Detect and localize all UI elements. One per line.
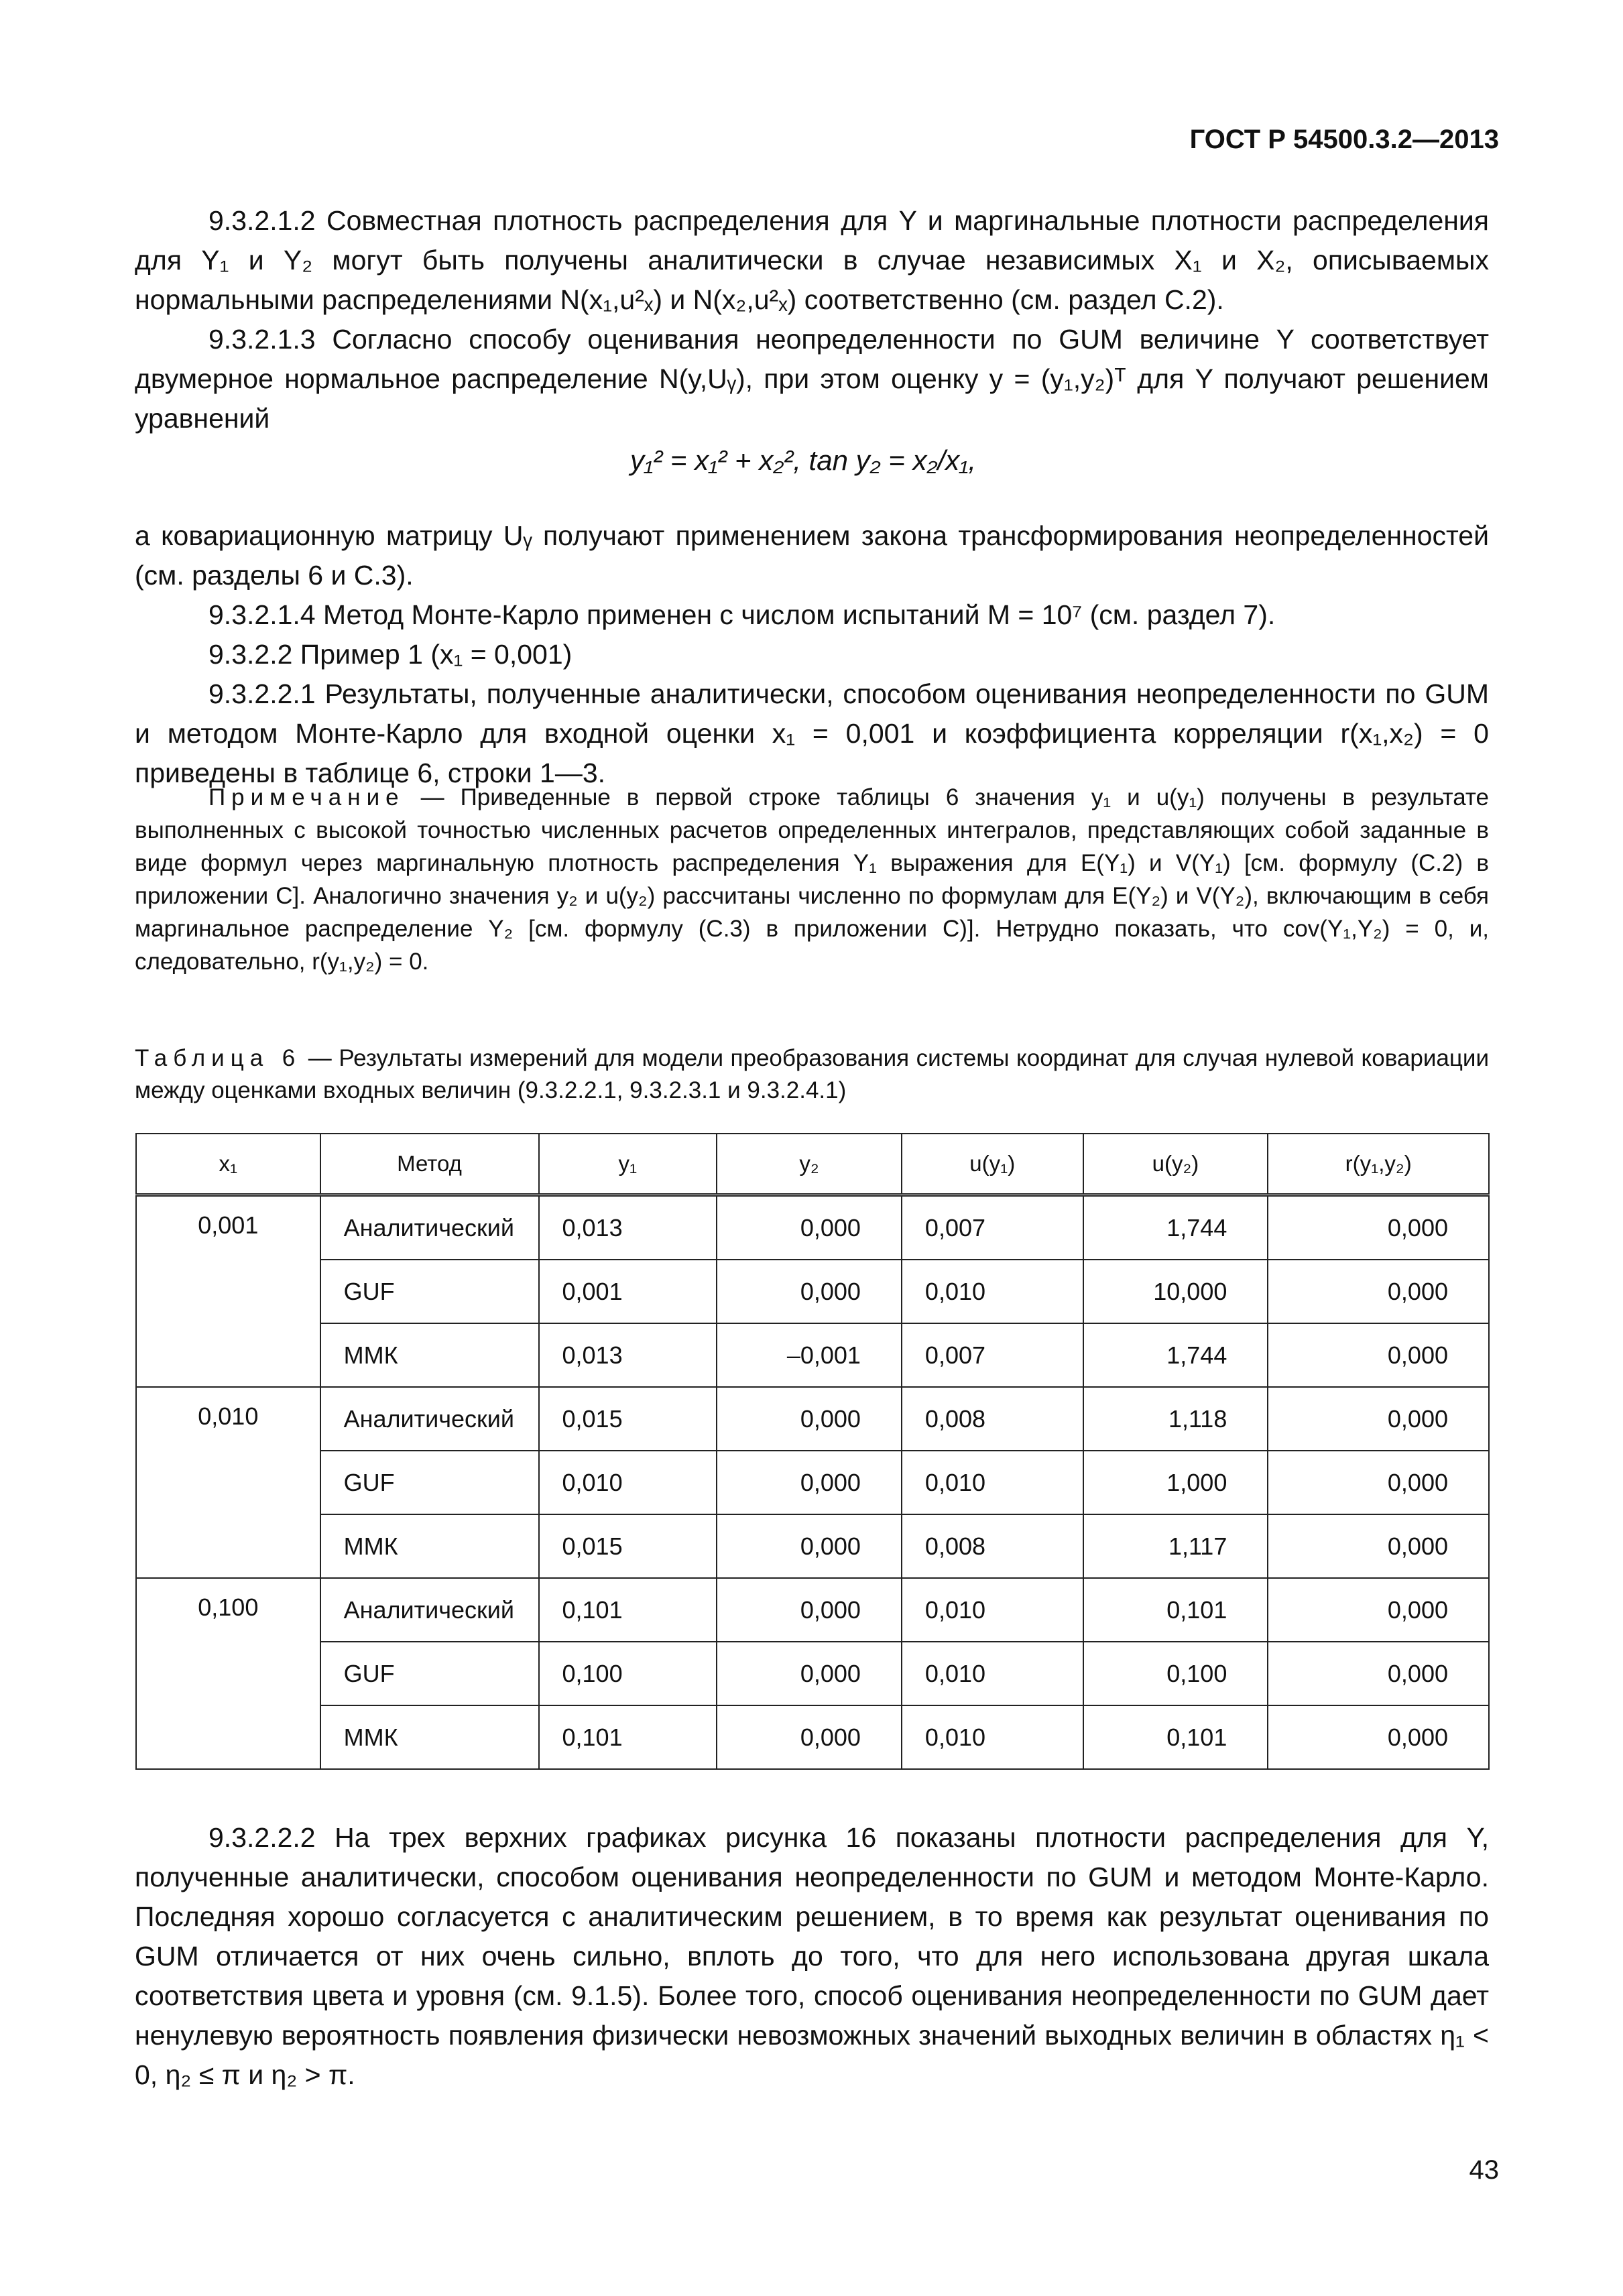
table-row <box>136 1260 1489 1323</box>
table-row <box>136 1705 1489 1769</box>
r-cell: 0,000 <box>1268 1578 1489 1642</box>
r-cell: 0,000 <box>1268 1514 1489 1578</box>
u-y1-cell: 0,007 <box>902 1323 1083 1387</box>
equation: y₁² = x₁² + x₂², tan y₂ = x₂/x₁, <box>630 444 977 476</box>
table-row <box>136 1195 1489 1260</box>
r-cell: 0,000 <box>1268 1195 1489 1260</box>
y1-cell: 0,013 <box>539 1195 717 1260</box>
r-cell: 0,000 <box>1268 1705 1489 1769</box>
x1-cell: 0,100 <box>136 1578 320 1769</box>
y2-cell: 0,000 <box>717 1387 902 1451</box>
table-row <box>136 1642 1489 1705</box>
method-cell: Аналитический <box>320 1387 539 1451</box>
u-y2-cell: 0,101 <box>1083 1705 1268 1769</box>
u-y1-cell: 0,008 <box>902 1514 1083 1578</box>
header-method: Метод <box>320 1134 539 1195</box>
y1-cell: 0,010 <box>539 1451 717 1514</box>
bottom-paragraph-block <box>135 1818 1489 2095</box>
method-cell: ММК <box>320 1514 539 1578</box>
u-y1-cell: 0,007 <box>902 1195 1083 1260</box>
u-y1-cell: 0,010 <box>902 1642 1083 1705</box>
y2-cell: 0,000 <box>717 1260 902 1323</box>
y1-cell: 0,015 <box>539 1514 717 1578</box>
method-cell: GUF <box>320 1642 539 1705</box>
table-caption-text: — Результаты измерений для модели преобразования системы координат для случая нулевой ковариации между оценками входных величин (9.3.2.2.1, 9.3.2.3.1 и 9.3.2.4.1) <box>135 1045 1489 1103</box>
header-x1: x₁ <box>136 1134 320 1195</box>
header-y1: y₁ <box>539 1134 717 1195</box>
method-cell: GUF <box>320 1451 539 1514</box>
u-y2-cell: 1,744 <box>1083 1323 1268 1387</box>
u-y1-cell: 0,010 <box>902 1705 1083 1769</box>
y2-cell: –0,001 <box>717 1323 902 1387</box>
y1-cell: 0,101 <box>539 1705 717 1769</box>
middle-paragraphs <box>135 516 1489 793</box>
note-label: Примечание <box>208 784 405 810</box>
y1-cell: 0,001 <box>539 1260 717 1323</box>
top-paragraphs <box>135 201 1489 438</box>
r-cell: 0,000 <box>1268 1642 1489 1705</box>
table-caption <box>135 1042 1489 1107</box>
method-cell: GUF <box>320 1260 539 1323</box>
paragraph-9-3-2-2-2: 9.3.2.2.2 На трех верхних графиках рисунка 16 показаны плотности распределения для Y, полученные аналитически, способом оценивания неопределенности по GUM и методом Монте-Карло. Последняя хорошо согласуется с аналитическим решением, в то время как результат оценивания по GUM отличается от них очень сильно, вплоть до того, что для него использована другая шкала соответствия цвета и уровня (см. 9.1.5). Более того, способ оценивания неопределенности по GUM дает ненулевую вероятность появления физически невозможных значений выходных величин в областях η₁ < 0, η₂ ≤ π и η₂ > π. <box>135 1822 1489 2090</box>
u-y2-cell: 10,000 <box>1083 1260 1268 1323</box>
header-u-y2: u(y₂) <box>1083 1134 1268 1195</box>
note-text: — Приведенные в первой строке таблицы 6 значения y₁ и u(y₁) получены в результате выполненных с высокой точностью численных расчетов определенных интегралов, представляющих собой заданные в виде формул через маргинальную плотность распределения Y₁ выражения для E(Y₁) и V(Y₁) [см. формулу (С.2) в приложении С]. Аналогично значения y₂ и u(y₂) рассчитаны численно по формулам для E(Y₂) и V(Y₂), включающим в себя маргинальное распределение Y₂ [см. формулу (С.3) в приложении С)]. Нетрудно показать, что cov(Y₁,Y₂) = 0, и, следовательно, r(y₁,y₂) = 0. <box>135 784 1490 975</box>
method-cell: ММК <box>320 1323 539 1387</box>
y1-cell: 0,015 <box>539 1387 717 1451</box>
r-cell: 0,000 <box>1268 1387 1489 1451</box>
header-r: r(y₁,y₂) <box>1268 1134 1489 1195</box>
paragraph-9-3-2-1-4: 9.3.2.1.4 Метод Монте-Карло применен с числом испытаний M = 10⁷ (см. раздел 7). <box>208 599 1276 630</box>
paragraph-9-3-2-1-2: 9.3.2.1.2 Совместная плотность распределения для Y и маргинальные плотности распределения для Y₁ и Y₂ могут быть получены аналитически в случае независимых X₁ и X₂, описываемых нормальными распределениями N(x₁,u²ₓ) и N(x₂,u²ₓ) соответственно (см. раздел С.2). <box>135 205 1489 315</box>
table-header-row <box>136 1134 1489 1195</box>
table-row <box>136 1578 1489 1642</box>
y1-cell: 0,100 <box>539 1642 717 1705</box>
note <box>135 781 1489 978</box>
y2-cell: 0,000 <box>717 1705 902 1769</box>
table-row <box>136 1451 1489 1514</box>
y2-cell: 0,000 <box>717 1514 902 1578</box>
u-y2-cell: 1,744 <box>1083 1195 1268 1260</box>
page-number: 43 <box>1469 2155 1499 2185</box>
u-y1-cell: 0,010 <box>902 1451 1083 1514</box>
x1-cell: 0,010 <box>136 1387 320 1578</box>
u-y1-cell: 0,010 <box>902 1260 1083 1323</box>
y2-cell: 0,000 <box>717 1642 902 1705</box>
table-row <box>136 1387 1489 1451</box>
r-cell: 0,000 <box>1268 1451 1489 1514</box>
u-y2-cell: 1,117 <box>1083 1514 1268 1578</box>
y2-cell: 0,000 <box>717 1451 902 1514</box>
table-row <box>136 1323 1489 1387</box>
results-table <box>135 1133 1490 1770</box>
paragraph-9-3-2-1-3: 9.3.2.1.3 Согласно способу оценивания неопределенности по GUM величине Y соответствует двумерное нормальное распределение N(y,Uᵧ), при этом оценку y = (y₁,y₂)ᵀ для Y получают решением уравнений <box>135 324 1489 434</box>
method-cell: Аналитический <box>320 1195 539 1260</box>
u-y2-cell: 1,118 <box>1083 1387 1268 1451</box>
y1-cell: 0,101 <box>539 1578 717 1642</box>
method-cell: Аналитический <box>320 1578 539 1642</box>
document-header: ГОСТ Р 54500.3.2—2013 <box>1189 125 1499 154</box>
table-row <box>136 1514 1489 1578</box>
header-y2: y₂ <box>717 1134 902 1195</box>
paragraph-covariance: а ковариационную матрицу Uᵧ получают применением закона трансформирования неопределенностей (см. разделы 6 и С.3). <box>135 520 1489 591</box>
y2-cell: 0,000 <box>717 1578 902 1642</box>
u-y1-cell: 0,008 <box>902 1387 1083 1451</box>
method-cell: ММК <box>320 1705 539 1769</box>
r-cell: 0,000 <box>1268 1323 1489 1387</box>
r-cell: 0,000 <box>1268 1260 1489 1323</box>
u-y1-cell: 0,010 <box>902 1578 1083 1642</box>
u-y2-cell: 0,101 <box>1083 1578 1268 1642</box>
paragraph-9-3-2-2-1: 9.3.2.2.1 Результаты, полученные аналитически, способом оценивания неопределенности по GUM и методом Монте-Карло для входной оценки x₁ = 0,001 и коэффициента корреляции r(x₁,x₂) = 0 приведены в таблице 6, строки 1—3. <box>135 678 1489 788</box>
u-y2-cell: 0,100 <box>1083 1642 1268 1705</box>
header-u-y1: u(y₁) <box>902 1134 1083 1195</box>
table-label: Таблица 6 <box>135 1045 302 1071</box>
y2-cell: 0,000 <box>717 1195 902 1260</box>
u-y2-cell: 1,000 <box>1083 1451 1268 1514</box>
paragraph-9-3-2-2: 9.3.2.2 Пример 1 (x₁ = 0,001) <box>208 639 573 670</box>
x1-cell: 0,001 <box>136 1195 320 1388</box>
y1-cell: 0,013 <box>539 1323 717 1387</box>
